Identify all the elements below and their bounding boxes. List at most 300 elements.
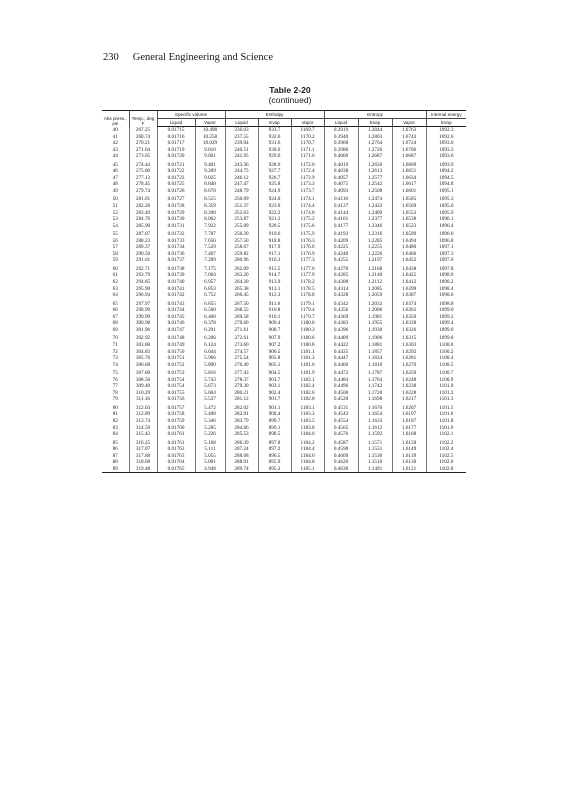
table-cell: 1.6425 (392, 272, 426, 279)
table-cell: 66 (112, 307, 118, 314)
table-cell: 1.6509 (392, 229, 426, 238)
table-cell: 289.74 (225, 466, 258, 473)
table-cell: 8.678 (195, 188, 225, 195)
table-cell: 1096.6 (426, 229, 466, 238)
table-cell: 52 (112, 209, 118, 216)
table-cell: 1.6452 (392, 257, 426, 264)
table-cell: 896.5 (258, 453, 291, 460)
table-cell: 1100.7 (426, 368, 466, 377)
table-cell: 1.6466 (392, 251, 426, 258)
table-cell: 1101.5 (426, 403, 466, 412)
table-cell: 0.4587 (324, 438, 358, 447)
table-cell: 79 (112, 396, 118, 403)
table-cell: 56 (112, 237, 118, 244)
table-cell: 901.1 (258, 403, 291, 412)
table-cell: 0.01742 (157, 292, 195, 299)
table-cell: 0.01717 (157, 140, 195, 147)
table-cell: 1.6669 (392, 160, 426, 169)
table-cell: 76 (112, 376, 118, 383)
table-cell: 895.9 (258, 459, 291, 466)
table-cell: 6.291 (195, 327, 225, 334)
page-header (103, 52, 273, 63)
table-cell: 0.4630 (324, 466, 358, 473)
table-cell: 0.4240 (324, 251, 358, 258)
table-cell: 77 (112, 383, 118, 390)
table-cell: 907.9 (258, 333, 291, 342)
table-cell: 270.21 (129, 140, 157, 147)
table-cell: 910.8 (258, 307, 291, 314)
table-cell: 1182.8 (291, 396, 324, 403)
table-cell: 47 (112, 174, 118, 181)
table-cell: 0.4342 (324, 299, 358, 308)
table-cell: 0.01728 (157, 203, 195, 210)
table-cell: 5.346 (195, 418, 225, 425)
table-cell: 295.90 (129, 286, 157, 293)
table-cell: 1.2285 (358, 238, 392, 245)
table-cell: 1.1592 (358, 431, 392, 438)
table-caption: Table 2-20 (269, 85, 311, 95)
table-cell: 1102.1 (426, 431, 466, 438)
table-cell: 1.1764 (358, 377, 392, 384)
header-h-liquid: Liquid (225, 119, 258, 127)
table-cell: 1.6281 (392, 355, 426, 362)
table-cell: 317.88 (129, 453, 157, 460)
header-internal-energy: Internal energy (426, 111, 466, 119)
table-cell: 1099.8 (426, 333, 466, 342)
table-cell: 0.01723 (157, 175, 195, 182)
table-cell: 0.01754 (157, 383, 195, 390)
table-cell: 248.79 (225, 188, 258, 195)
table-cell: 0.4447 (324, 355, 358, 362)
table-cell: 0.4300 (324, 279, 358, 286)
table-cell: 273.05 (129, 153, 157, 160)
table-cell: 8.515 (195, 194, 225, 203)
table-cell: 0.4075 (324, 181, 358, 188)
table-cell: 5.743 (195, 377, 225, 384)
table-cell: 904.5 (258, 368, 291, 377)
table-cell: 57 (112, 244, 118, 251)
table-cell: 5.966 (195, 355, 225, 362)
table-cell: 1.6538 (392, 216, 426, 223)
table-cell: 1.6315 (392, 333, 426, 342)
table-cell: 9.025 (195, 175, 225, 182)
table-cell: 1176.9 (291, 251, 324, 258)
table-cell: 0.4484 (324, 377, 358, 384)
table-cell: 314.59 (129, 425, 157, 432)
table-cell: 1.2006 (358, 307, 392, 314)
table-cell: 86 (112, 446, 118, 453)
table-cell: 1.1857 (358, 349, 392, 356)
table-cell: 1184.8 (291, 459, 324, 466)
table-cell: 288.91 (225, 459, 258, 466)
table-cell: 1093.9 (426, 160, 466, 169)
table-cell: 1176.3 (291, 238, 324, 245)
table-cell: 9.209 (195, 168, 225, 175)
table-cell: 6.044 (195, 349, 225, 356)
table-cell: 1.6687 (392, 153, 426, 160)
table-cell: 1178.5 (291, 286, 324, 293)
table-cell: 0.01746 (157, 320, 195, 327)
table-cell: 62 (112, 279, 118, 286)
table-cell: 9.401 (195, 160, 225, 169)
table-cell: 1.1491 (358, 466, 392, 473)
table-cell: 309.40 (129, 383, 157, 390)
table-cell: 0.4328 (324, 292, 358, 299)
table-cell: 6.752 (195, 292, 225, 299)
table-cell: 0.4019 (324, 160, 358, 169)
table-cell: 0.4472 (324, 368, 358, 377)
table-cell: 273.60 (225, 342, 258, 349)
table-cell: 253.87 (225, 216, 258, 223)
table-cell: 895.3 (258, 466, 291, 473)
table-cell: 1.6362 (392, 307, 426, 314)
table-cell: 1178.8 (291, 292, 324, 299)
table-cell: 1102.4 (426, 446, 466, 453)
table-cell: 1095.1 (426, 188, 466, 195)
table-cell: 1.1571 (358, 438, 392, 447)
table-cell: 1180.8 (291, 342, 324, 349)
table-cell: 1.6303 (392, 342, 426, 349)
table-cell: 1101.8 (426, 418, 466, 425)
table-cell: 1.1720 (358, 390, 392, 397)
table-cell: 1.2650 (358, 160, 392, 169)
table-cell: 275.80 (129, 168, 157, 175)
table-cell: 1.6149 (392, 446, 426, 453)
table-cell: 59 (112, 257, 118, 264)
table-cell: 1.1633 (358, 418, 392, 425)
table-cell: 1184.4 (291, 446, 324, 453)
table-cell: 243.36 (225, 160, 258, 169)
table-cell: 0.01732 (157, 229, 195, 238)
table-cell: 276.49 (225, 362, 258, 369)
table-cell: 1.2168 (358, 264, 392, 273)
table-cell: 60 (112, 265, 118, 272)
table-cell: 1.6350 (392, 314, 426, 321)
table-cell: 51 (112, 203, 118, 210)
table-cell: 279.30 (225, 383, 258, 390)
table-cell: 303.88 (129, 342, 157, 349)
table-cell: 290.50 (129, 251, 157, 258)
table-cell: 311.16 (129, 396, 157, 403)
table-cell: 269.58 (225, 314, 258, 321)
table-cell: 1.1676 (358, 403, 392, 412)
table-cell: 924.9 (258, 188, 291, 195)
table-cell: 1171.1 (291, 147, 324, 154)
table-cell: 0.4193 (324, 229, 358, 238)
table-cell: 914.7 (258, 272, 291, 279)
table-cell: 307.60 (129, 368, 157, 377)
table-cell: 1098.8 (426, 299, 466, 308)
table-cell: 1101.0 (426, 383, 466, 390)
table-cell: 0.01757 (157, 403, 195, 412)
table-cell: 1097.1 (426, 244, 466, 251)
table-cell: 0.4057 (324, 175, 358, 182)
table-cell: 0.01761 (157, 438, 195, 447)
table-cell: 10.258 (195, 134, 225, 141)
table-cell: 1.6139 (392, 453, 426, 460)
table-cell: 1.6158 (392, 438, 426, 447)
table-cell: 244.75 (225, 168, 258, 175)
table-cell: 305.76 (129, 355, 157, 362)
table-cell: 905.1 (258, 362, 291, 369)
table-cell: 900.4 (258, 411, 291, 418)
table-subcaption: (continued) (268, 95, 312, 105)
table-cell: 1.1981 (358, 314, 392, 321)
table-cell: 1172.0 (291, 160, 324, 169)
table-cell: 1.6187 (392, 418, 426, 425)
table-cell: 1171.6 (291, 153, 324, 160)
table-cell: 1173.7 (291, 188, 324, 195)
table-cell: 78 (112, 389, 118, 396)
table-cell: 897.8 (258, 438, 291, 447)
table-cell: 1099.2 (426, 314, 466, 321)
table-cell: 910.1 (258, 314, 291, 321)
table-cell: 1099.6 (426, 327, 466, 334)
table-cell: 6.468 (195, 314, 225, 321)
table-cell: 87 (112, 452, 118, 459)
table-cell: 283.49 (129, 210, 157, 217)
table-cell: 1177.3 (291, 257, 324, 264)
table-cell: 280.21 (225, 390, 258, 397)
table-cell: 0.4110 (324, 194, 358, 203)
table-cell: 0.01725 (157, 181, 195, 188)
header-s-liquid: Liquid (324, 119, 358, 127)
table-cell: 911.6 (258, 299, 291, 308)
table-cell: 1182.1 (291, 377, 324, 384)
table-cell: 312.03 (129, 403, 157, 412)
table-cell: 1172.9 (291, 175, 324, 182)
table-cell: 1178.2 (291, 279, 324, 286)
table-cell: 0.4093 (324, 188, 358, 195)
table-cell: 0.4508 (324, 390, 358, 397)
table-cell: 1180.3 (291, 327, 324, 334)
table-cell: 44 (112, 153, 118, 160)
table-cell: 1179.7 (291, 314, 324, 321)
table-cell: 294.85 (129, 279, 157, 286)
table-cell: 0.4270 (324, 264, 358, 273)
table-cell: 45 (112, 161, 118, 168)
table-cell: 293.79 (129, 272, 157, 279)
table-cell: 0.3960 (324, 140, 358, 147)
table-cell: 81 (112, 411, 118, 418)
table-cell: 0.01727 (157, 194, 195, 203)
table-cell: 5.168 (195, 438, 225, 447)
table-cell: 5.408 (195, 411, 225, 418)
table-cell: 1.6617 (392, 181, 426, 188)
table-cell: 0.3919 (324, 127, 358, 134)
table-cell: 0.4225 (324, 244, 358, 251)
header-h-vapor: Vapor (291, 119, 324, 127)
table-cell: 1.1955 (358, 320, 392, 327)
table-cell: 272.61 (225, 333, 258, 342)
table-cell: 0.4620 (324, 459, 358, 466)
table-cell: 0.01755 (157, 390, 195, 397)
table-cell: 291.61 (129, 257, 157, 264)
table-row (102, 160, 466, 169)
table-cell: 1102.2 (426, 438, 466, 447)
table-cell: 0.4285 (324, 272, 358, 279)
table-cell: 0.01753 (157, 368, 195, 377)
table-cell: 0.01726 (157, 188, 195, 195)
table-cell: 913.9 (258, 279, 291, 286)
table-cell: 905.8 (258, 355, 291, 362)
table-cell: 82 (112, 417, 118, 424)
table-cell: 270.60 (225, 320, 258, 327)
table-cell: 241.95 (225, 153, 258, 160)
table-cell: 67 (112, 313, 118, 320)
table-cell: 278.45 (129, 181, 157, 188)
table-cell: 1.2316 (358, 229, 392, 238)
table-cell: 1180.0 (291, 320, 324, 327)
table-cell: 240.51 (225, 147, 258, 154)
table-cell: 1.2085 (358, 286, 392, 293)
table-cell: 0.4161 (324, 216, 358, 223)
table-cell: 1179.4 (291, 307, 324, 314)
table-cell: 262.09 (225, 264, 258, 273)
table-cell: 6.206 (195, 333, 225, 342)
table-cell: 1098.6 (426, 292, 466, 299)
table-cell: 282.26 (129, 203, 157, 210)
table-cell: 0.01730 (157, 216, 195, 223)
table-cell: 267.25 (129, 127, 157, 134)
table-cell: 275.54 (225, 355, 258, 362)
table-cell: 274.57 (225, 349, 258, 356)
table-cell: 1.6228 (392, 390, 426, 397)
table-cell: 1.6130 (392, 459, 426, 466)
table-cell: 1.6724 (392, 140, 426, 147)
table-cell: 1093.6 (426, 153, 466, 160)
table-cell: 0.3940 (324, 134, 358, 141)
table-cell: 277.13 (129, 175, 157, 182)
table-cell: 1096.4 (426, 223, 466, 230)
table-cell: 0.01759 (157, 418, 195, 425)
table-cell: 1100.0 (426, 342, 466, 349)
table-cell: 1.6634 (392, 175, 426, 182)
table-cell: 933.7 (258, 127, 291, 134)
table-cell: 10.498 (195, 127, 225, 134)
table-cell: 0.01763 (157, 453, 195, 460)
table-cell: 1.1654 (358, 411, 392, 418)
header-ie-evap: Evap (426, 119, 466, 127)
header-entropy: Entropy (324, 111, 426, 119)
table-cell: 1169.7 (291, 127, 324, 134)
table-cell: 251.37 (225, 203, 258, 210)
table-row (102, 299, 466, 308)
table-cell: 1.2577 (358, 175, 392, 182)
table-cell: 1.2844 (358, 127, 392, 134)
table-cell: 1183.5 (291, 418, 324, 425)
table-cell: 0.4496 (324, 383, 358, 390)
table-cell: 1173.3 (291, 181, 324, 188)
table-cell: 1.2687 (358, 153, 392, 160)
table-cell: 73 (112, 355, 118, 362)
table-cell: 1.6121 (392, 466, 426, 473)
table-cell: 1.6168 (392, 431, 426, 438)
table-cell: 289.37 (129, 244, 157, 251)
table-cell: 1.6387 (392, 292, 426, 299)
table-cell: 1.2140 (358, 272, 392, 279)
table-cell: 5.604 (195, 390, 225, 397)
table-cell: 50 (112, 196, 118, 203)
table-cell: 6.378 (195, 320, 225, 327)
table-cell: 0.01743 (157, 299, 195, 308)
header-abs-press: Abs press., psi (102, 111, 129, 127)
table-cell: 247.47 (225, 181, 258, 188)
header-s-evap: Evap (358, 119, 392, 127)
table-cell: 271.64 (129, 147, 157, 154)
table-cell: 1170.2 (291, 134, 324, 141)
table-cell: 921.3 (258, 216, 291, 223)
table-cell: 8.208 (195, 210, 225, 217)
table-cell: 1101.6 (426, 411, 466, 418)
table-cell: 1.1787 (358, 368, 392, 377)
header-specific-volume: Specific volume (157, 111, 225, 119)
table-cell: 7.064 (195, 272, 225, 279)
header-s-vapor: Vapor (392, 119, 426, 127)
table-row (102, 229, 466, 238)
table-cell: 1.1930 (358, 327, 392, 334)
table-cell: 907.2 (258, 342, 291, 349)
table-row (102, 368, 466, 377)
table-cell: 0.01754 (157, 377, 195, 384)
table-cell: 72 (112, 348, 118, 355)
table-cell: 260.96 (225, 257, 258, 264)
table-cell: 0.01752 (157, 362, 195, 369)
table-cell: 267.50 (225, 299, 258, 308)
table-cell: 1099.0 (426, 307, 466, 314)
header-sv-vapor: Vapor (195, 119, 225, 127)
table-cell: 0.01764 (157, 459, 195, 466)
table-cell: 1170.7 (291, 140, 324, 147)
table-cell: 915.5 (258, 264, 291, 273)
table-cell: 263.20 (225, 272, 258, 279)
table-cell: 258.67 (225, 244, 258, 251)
table-cell: 1.6248 (392, 377, 426, 384)
table-cell: 271.61 (225, 327, 258, 334)
table-cell: 903.7 (258, 377, 291, 384)
table-cell: 6.655 (195, 299, 225, 308)
table-cell: 0.4177 (324, 223, 358, 230)
table-cell: 5.055 (195, 453, 225, 460)
table-cell: 0.4369 (324, 314, 358, 321)
table-cell: 1097.3 (426, 251, 466, 258)
table-cell: 1.6177 (392, 425, 426, 432)
table-cell: 1100.5 (426, 362, 466, 369)
table-cell: 926.7 (258, 175, 291, 182)
table-cell: 1.6326 (392, 327, 426, 334)
table-cell: 0.01734 (157, 244, 195, 251)
table-cell: 313.74 (129, 418, 157, 425)
steam-table (102, 110, 466, 473)
table-cell: 1181.9 (291, 368, 324, 377)
table-cell: 0.4609 (324, 453, 358, 460)
table-cell: 1182.6 (291, 390, 324, 397)
table-cell: 919.6 (258, 229, 291, 238)
table-cell: 0.01721 (157, 160, 195, 169)
table-cell: 1.6743 (392, 134, 426, 141)
table-cell: 0.4209 (324, 238, 358, 245)
table-cell: 0.4314 (324, 286, 358, 293)
table-cell: 1095.3 (426, 194, 466, 203)
table-cell: 1.2764 (358, 140, 392, 147)
table-cell: 300.98 (129, 320, 157, 327)
table-cell: 61 (112, 272, 118, 279)
table-cell: 0.4520 (324, 396, 358, 403)
table-cell: 0.4531 (324, 403, 358, 412)
table-cell: 252.63 (225, 210, 258, 217)
table-body (102, 127, 466, 473)
table-cell: 1098.2 (426, 279, 466, 286)
